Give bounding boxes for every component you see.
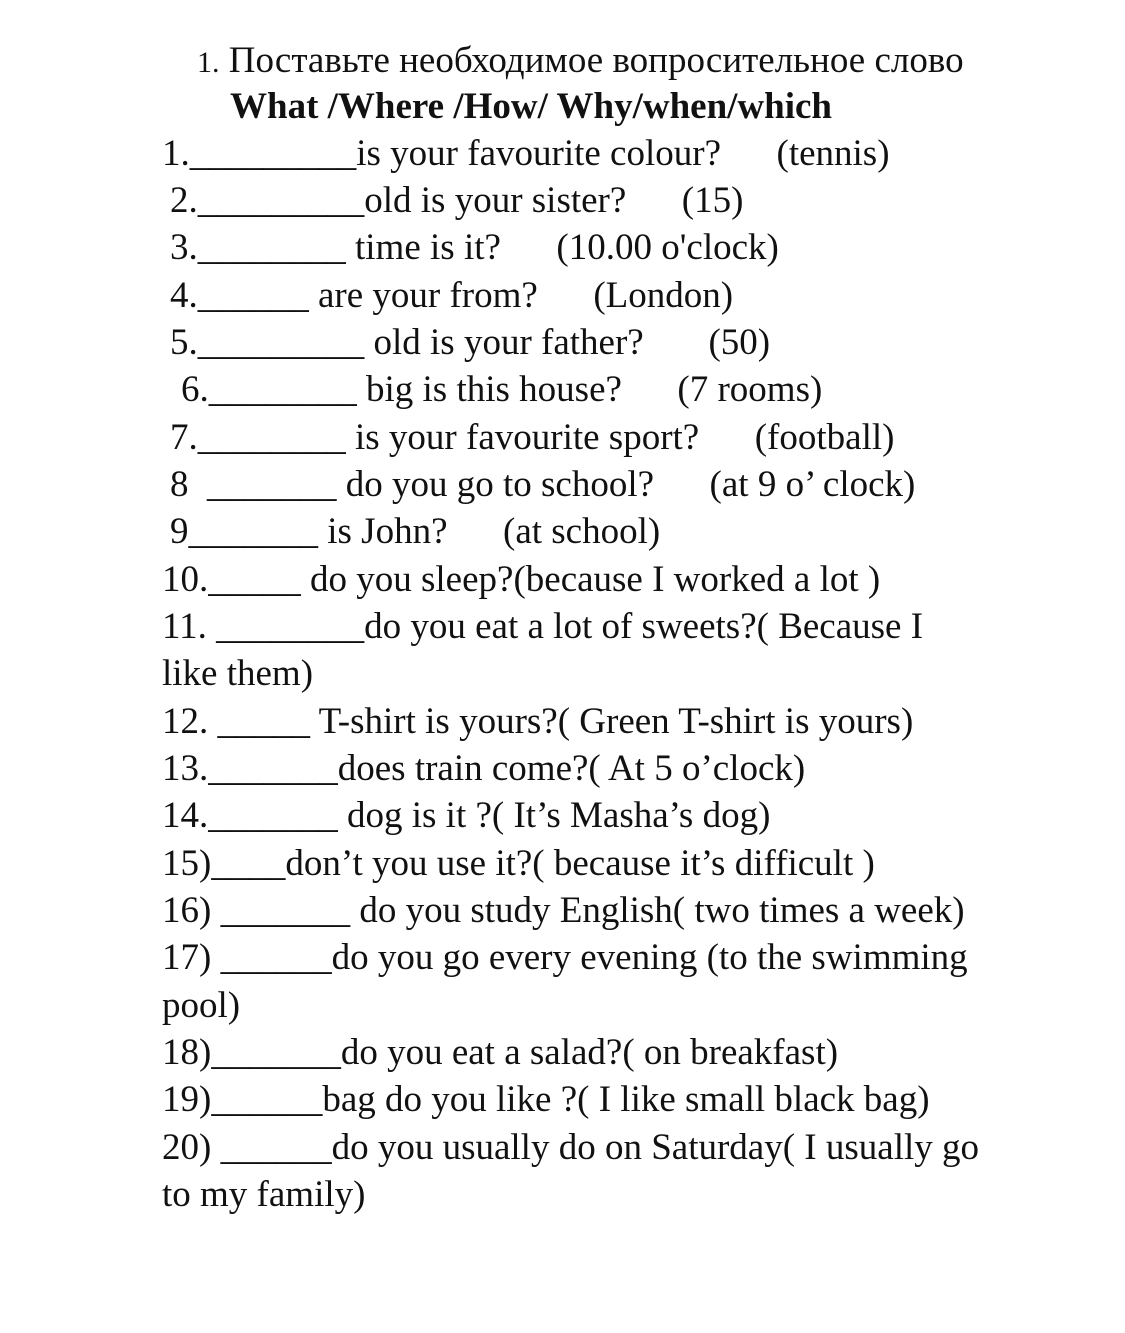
exercise-line: 16) _______ do you study English( two times a week) (162, 890, 965, 931)
exercise-line-continuation: to my family) (162, 1174, 366, 1215)
task-instruction: Поставьте необходимое вопросительное слово (228, 40, 964, 81)
exercise-line: 19)______bag do you like ?( I like small black bag) (162, 1079, 930, 1120)
exercise-line: 17) ______do you go every evening (to the swimming (162, 937, 968, 978)
exercise-line: 8 _______ do you go to school? (at 9 o’ clock) (170, 464, 916, 505)
exercise-line: 20) ______do you usually do on Saturday( I usually go (162, 1127, 979, 1168)
exercise-line-continuation: like them) (162, 653, 314, 694)
exercise-line: 13._______does train come?( At 5 o’clock) (162, 748, 806, 789)
exercise-line: 6.________ big is this house? (7 rooms) (181, 369, 823, 410)
exercise-line-continuation: pool) (162, 985, 241, 1026)
exercise-line: 3.________ time is it? (10.00 o'clock) (170, 227, 779, 268)
word-bank: What /Where /How/ Why/when/which (230, 86, 833, 127)
task-number: 1. (197, 46, 220, 79)
exercise-line: 2._________old is your sister? (15) (170, 180, 744, 221)
exercise-line: 12. _____ T-shirt is yours?( Green T-shirt is yours) (162, 701, 914, 742)
exercise-line: 7.________ is your favourite sport? (football) (170, 417, 895, 458)
task-heading (197, 39, 964, 85)
exercise-line: 4.______ are your from? (London) (170, 275, 734, 316)
exercise-line: 15)____don’t you use it?( because it’s difficult ) (162, 843, 875, 884)
exercise-line: 11. ________do you eat a lot of sweets?( Because I (162, 606, 924, 647)
exercise-line: 9_______ is John? (at school) (170, 511, 661, 552)
exercise-line: 14._______ dog is it ?( It’s Masha’s dog) (162, 795, 771, 836)
exercise-line: 18)_______do you eat a salad?( on breakfast) (162, 1032, 839, 1073)
exercise-line: 5._________ old is your father? (50) (170, 322, 771, 363)
exercise-line: 1._________is your favourite colour? (tennis) (162, 133, 890, 174)
exercise-line: 10._____ do you sleep?(because I worked a lot ) (162, 559, 881, 600)
